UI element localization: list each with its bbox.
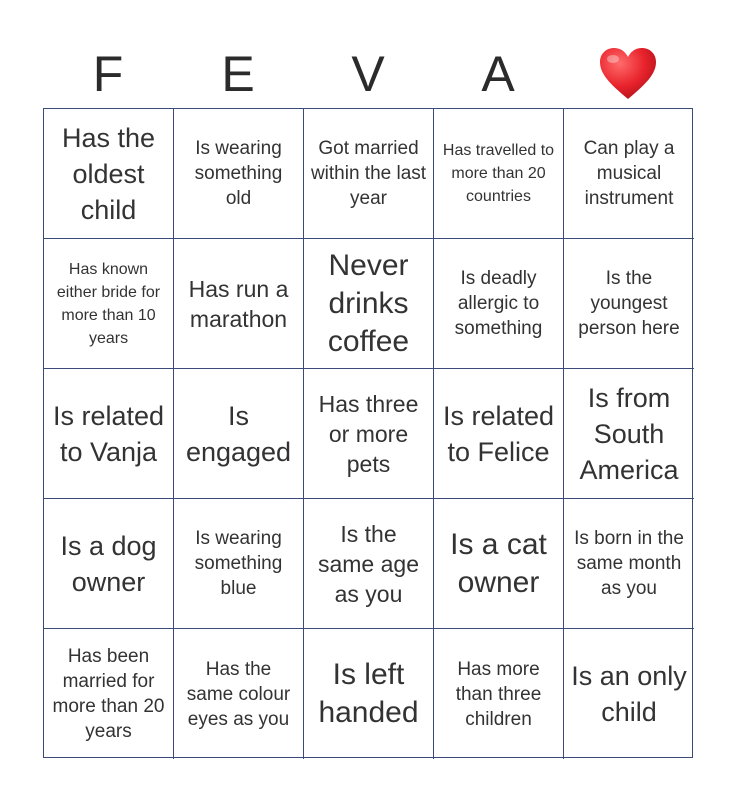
heart-icon-graphic (598, 46, 658, 102)
header-letter-f: F (92, 46, 124, 102)
bingo-cell[interactable] (304, 499, 434, 629)
bingo-cell[interactable] (564, 629, 694, 759)
cell-text: Is the youngest person here (578, 268, 680, 339)
cell-text: Has more than three children (455, 658, 542, 730)
bingo-cell[interactable] (174, 499, 304, 629)
cell-text: Has known either bride for more than 10 years (56, 260, 161, 347)
bingo-cell[interactable] (564, 109, 694, 239)
header-letter-v: V (351, 46, 385, 102)
cell-text: Has the same colour eyes as you (186, 658, 291, 730)
header-letter-e: E (221, 46, 255, 102)
cell-text: Is wearing something old (194, 138, 283, 209)
cell-text: Has been married for more than 20 years (52, 646, 165, 742)
bingo-cell[interactable] (564, 369, 694, 499)
cell-text: Has the oldest child (61, 122, 156, 225)
bingo-cell[interactable] (44, 239, 174, 369)
bingo-cell[interactable] (174, 239, 304, 369)
bingo-cell[interactable] (434, 369, 564, 499)
cell-text: Is related to Vanja (52, 400, 165, 467)
cell-text: Has travelled to more than 20 countries (442, 142, 555, 205)
bingo-board (43, 108, 693, 758)
cell-text: Is from South America (579, 382, 679, 485)
bingo-cell[interactable] (304, 629, 434, 759)
cell-text: Is a cat owner (450, 527, 547, 599)
bingo-cell[interactable] (44, 369, 174, 499)
bingo-cell[interactable] (564, 499, 694, 629)
bingo-cell[interactable] (304, 369, 434, 499)
cell-text: Is an only child (571, 661, 687, 727)
cell-text: Is the same age as you (317, 520, 419, 607)
cell-text: Is related to Felice (442, 400, 555, 467)
bingo-cell[interactable] (434, 499, 564, 629)
bingo-cell[interactable] (44, 109, 174, 239)
header-letter-a: A (481, 46, 515, 102)
cell-text: Is deadly allergic to something (454, 268, 543, 339)
cell-text: Is a dog owner (60, 530, 157, 597)
bingo-cell[interactable] (304, 109, 434, 239)
cell-text: Never drinks coffee (327, 248, 410, 358)
heart-icon (563, 40, 693, 108)
cell-text: Is left handed (318, 658, 419, 729)
bingo-cell[interactable] (44, 629, 174, 759)
bingo-cell[interactable] (434, 239, 564, 369)
bingo-cell[interactable] (434, 629, 564, 759)
bingo-cell[interactable] (174, 109, 304, 239)
bingo-header (43, 40, 693, 108)
bingo-cell[interactable] (44, 499, 174, 629)
cell-text: Is wearing something blue (194, 528, 283, 599)
cell-text: Is engaged (185, 400, 292, 467)
cell-text: Can play a musical instrument (583, 138, 675, 209)
cell-text: Is born in the same month as you (574, 528, 684, 599)
bingo-cell[interactable] (174, 629, 304, 759)
cell-text: Has three or more pets (318, 390, 419, 477)
cell-text: Got married within the last year (310, 138, 427, 209)
cell-text: Has run a marathon (188, 275, 289, 332)
bingo-cell[interactable] (174, 369, 304, 499)
bingo-cell[interactable] (304, 239, 434, 369)
bingo-cell[interactable] (564, 239, 694, 369)
bingo-cell[interactable] (434, 109, 564, 239)
